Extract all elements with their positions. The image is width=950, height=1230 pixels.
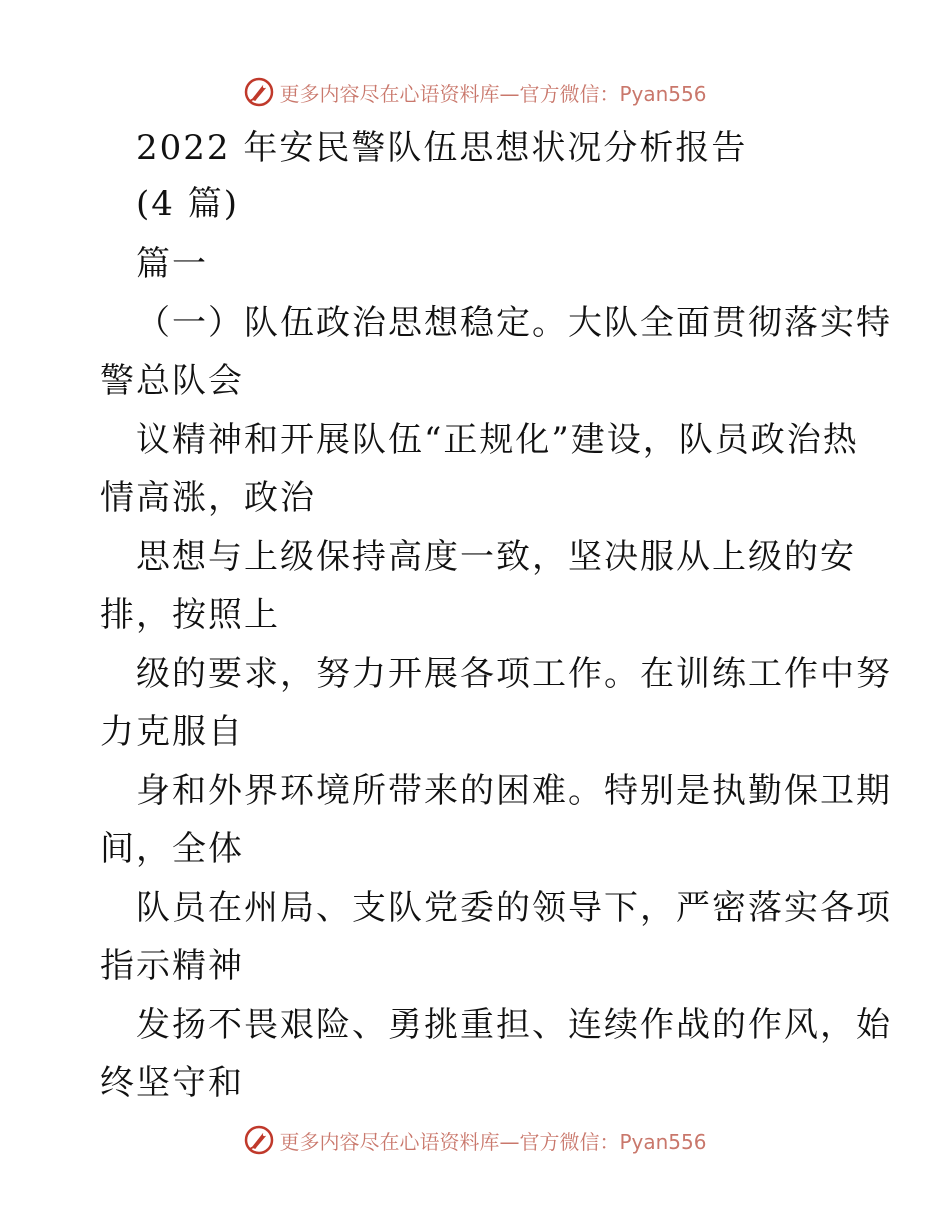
document-title: 2022 年安民警队伍思想状况分析报告 — [136, 128, 748, 168]
paragraph-line: 思想与上级保持高度一致，坚决服从上级的安 — [136, 537, 856, 577]
paragraph-line: 间，全体 — [100, 829, 244, 869]
paragraph-line: 警总队会 — [100, 361, 244, 401]
paragraph-line: 排，按照上 — [100, 595, 280, 635]
paragraph-line: 级的要求，努力开展各项工作。在训练工作中努 — [136, 654, 892, 694]
watermark-text: 更多内容尽在心语资料库—官方微信：Pyan556 — [279, 1129, 707, 1154]
pen-nib-logo-icon — [243, 1124, 275, 1156]
paragraph-line: 议精神和开展队伍“正规化”建设，队员政治热 — [136, 420, 859, 460]
paragraph-line: 队员在州局、支队党委的领导下，严密落实各项 — [136, 888, 892, 928]
footer-watermark — [0, 1120, 950, 1160]
paragraph-line: 情高涨，政治 — [100, 478, 316, 518]
paragraph-line: 力克服自 — [100, 712, 244, 752]
paragraph-line: 身和外界环境所带来的困难。特别是执勤保卫期 — [136, 771, 892, 811]
watermark-text: 更多内容尽在心语资料库—官方微信：Pyan556 — [279, 81, 707, 106]
paragraph-line: 指示精神 — [100, 946, 244, 986]
section-heading: 篇一 — [136, 244, 208, 284]
paragraph-line: 终坚守和 — [100, 1063, 244, 1103]
paragraph-line: （一）队伍政治思想稳定。大队全面贯彻落实特 — [136, 303, 892, 343]
document-subtitle: (4 篇) — [136, 184, 239, 224]
paragraph-line: 发扬不畏艰险、勇挑重担、连续作战的作风，始 — [136, 1005, 892, 1045]
